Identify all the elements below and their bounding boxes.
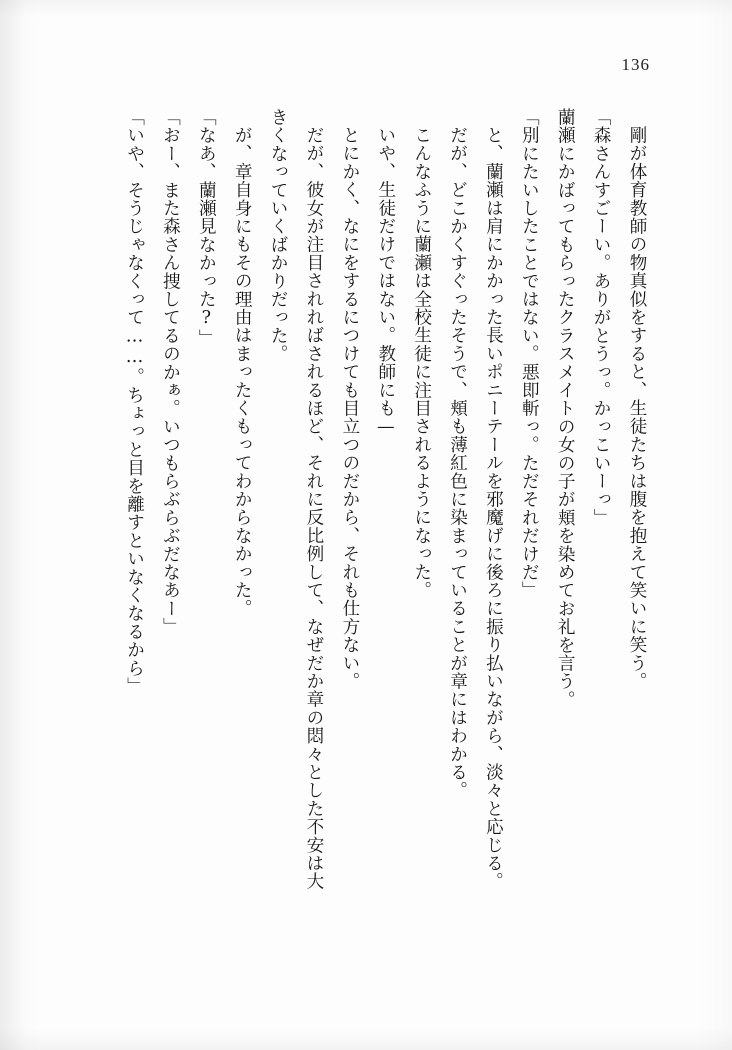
paragraph: と、蘭瀬は肩にかかった長いポニーテールを邪魔げに後ろに振り払いながら、淡々と応じる。	[483, 125, 504, 890]
page-edge-shadow-top	[0, 0, 732, 18]
paragraph: が、章自身にもその理由はまったくもってわからなかった。	[232, 125, 253, 617]
paragraph: こんなふうに蘭瀬は全校生徒に注目されるようになった。	[411, 125, 432, 599]
paragraph: だが、彼女が注目されればされるほど、それに反比例して、なぜだか章の悶々とした不安は大きくなっていくばかりだった。	[268, 108, 324, 890]
paragraph: だが、どこかくすぐったそうで、頬も薄紅色に染まっていることが章にはわかる。	[447, 125, 468, 799]
page-edge-shadow-left	[0, 0, 26, 1050]
page-edge-shadow-bottom	[0, 1028, 732, 1050]
paragraph: 蘭瀬にかばってもらったクラスメイトの女の子が頬を染めてお礼を言う。	[555, 108, 576, 709]
page-number: 136	[621, 55, 650, 74]
paragraph: 「森さんすごーい。ありがとうっ。かっこいーっ」	[591, 108, 612, 527]
page-body-text	[94, 108, 654, 898]
paragraph: 剛が体育教師の物真似をすると、生徒たちは腹を抱えて笑いに笑う。	[627, 125, 647, 690]
paragraph: 「いや、そうじゃなくって……。ちょっと目を離すといなくなるから」	[124, 108, 145, 696]
paragraph: いや、生徒だけではない。教師にも—	[375, 125, 396, 438]
paragraph: 「おー、また森さん捜してるのかぁ。いつもらぶらぶだなあー」	[160, 108, 181, 636]
paragraph: 「なあ、蘭瀬見なかった?」	[196, 108, 217, 347]
paragraph: 「別にたいしたことではない。悪即斬っ。ただそれだけだ」	[519, 108, 540, 600]
paragraph: とにかく、なにをするにつけても目立つのだから、それも仕方ない。	[339, 125, 360, 690]
